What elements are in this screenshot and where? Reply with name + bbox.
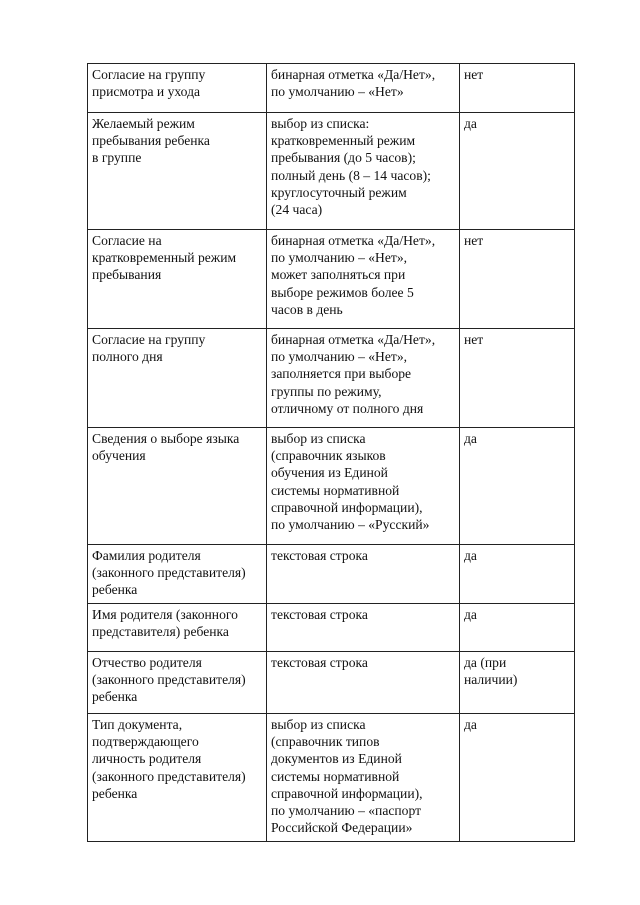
table-row bbox=[88, 329, 575, 428]
table-row bbox=[88, 64, 575, 113]
field-format-cell: текстовая строка bbox=[267, 545, 460, 604]
table-row bbox=[88, 652, 575, 714]
field-format-cell: выбор из списка (справочник языков обучения из Единой системы нормативной справочной информации), по умолчанию – «Русский» bbox=[267, 428, 460, 545]
field-format-cell: бинарная отметка «Да/Нет», по умолчанию – «Нет», заполняется при выборе группы по режиму, отличному от полного дня bbox=[267, 329, 460, 428]
table-row bbox=[88, 604, 575, 652]
field-name-cell: Согласие на группу присмотра и ухода bbox=[88, 64, 267, 113]
field-name-cell: Желаемый режим пребывания ребенка в группе bbox=[88, 113, 267, 230]
field-format-cell: выбор из списка (справочник типов документов из Единой системы нормативной справочной информации), по умолчанию – «паспорт Российской Федерации» bbox=[267, 714, 460, 842]
required-cell: да bbox=[460, 604, 575, 652]
required-cell: нет bbox=[460, 64, 575, 113]
field-name-cell: Имя родителя (законного представителя) ребенка bbox=[88, 604, 267, 652]
table-row bbox=[88, 545, 575, 604]
required-cell: да bbox=[460, 113, 575, 230]
required-cell: нет bbox=[460, 329, 575, 428]
field-name-cell: Тип документа, подтверждающего личность родителя (законного представителя) ребенка bbox=[88, 714, 267, 842]
field-format-cell: бинарная отметка «Да/Нет», по умолчанию – «Нет», может заполняться при выборе режимов более 5 часов в день bbox=[267, 230, 460, 329]
table-row bbox=[88, 113, 575, 230]
field-format-cell: бинарная отметка «Да/Нет», по умолчанию – «Нет» bbox=[267, 64, 460, 113]
table-row bbox=[88, 230, 575, 329]
requirements-table bbox=[87, 63, 575, 842]
table-row bbox=[88, 714, 575, 842]
field-format-cell: выбор из списка: кратковременный режим пребывания (до 5 часов); полный день (8 – 14 часов); круглосуточный режим (24 часа) bbox=[267, 113, 460, 230]
required-cell: да (при наличии) bbox=[460, 652, 575, 714]
field-format-cell: текстовая строка bbox=[267, 604, 460, 652]
field-name-cell: Согласие на кратковременный режим пребывания bbox=[88, 230, 267, 329]
field-name-cell: Сведения о выборе языка обучения bbox=[88, 428, 267, 545]
field-name-cell: Фамилия родителя (законного представителя) ребенка bbox=[88, 545, 267, 604]
field-name-cell: Согласие на группу полного дня bbox=[88, 329, 267, 428]
table-row bbox=[88, 428, 575, 545]
field-name-cell: Отчество родителя (законного представителя) ребенка bbox=[88, 652, 267, 714]
required-cell: да bbox=[460, 714, 575, 842]
field-format-cell: текстовая строка bbox=[267, 652, 460, 714]
required-cell: да bbox=[460, 428, 575, 545]
required-cell: да bbox=[460, 545, 575, 604]
required-cell: нет bbox=[460, 230, 575, 329]
